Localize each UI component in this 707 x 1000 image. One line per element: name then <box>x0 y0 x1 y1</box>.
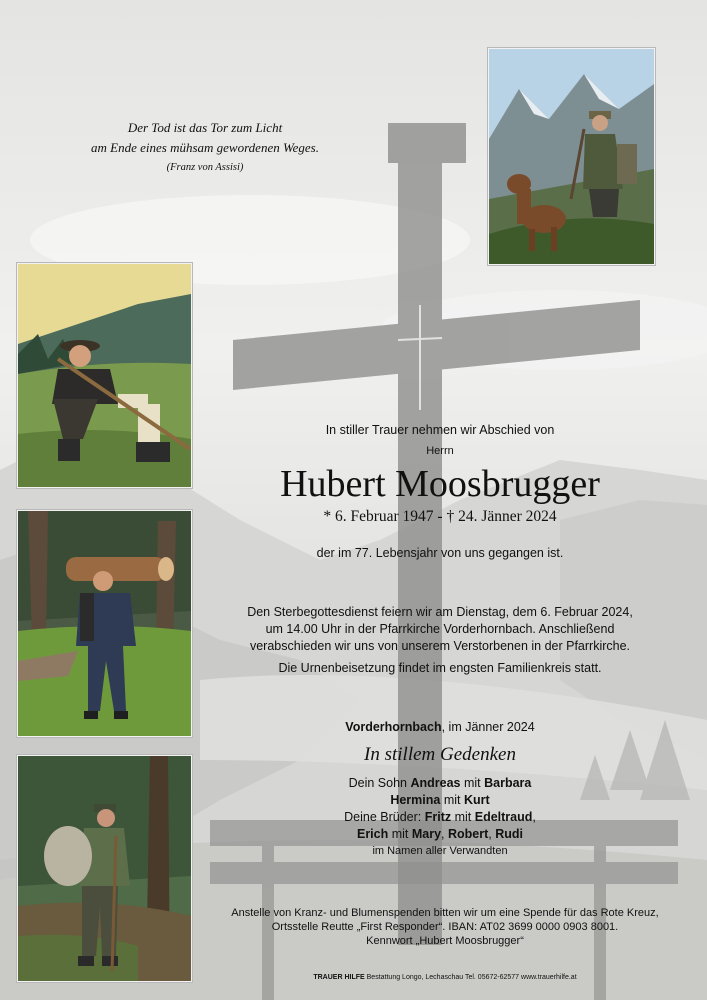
service-line-3: verabschieden wir uns von unserem Verstorbenen in der Pfarrkirche. <box>249 639 631 653</box>
intro-text: In stiller Trauer nehmen wir Abschied von <box>325 423 555 437</box>
family-daughter-partner: Kurt <box>463 793 490 807</box>
family-brother-4: Rudi <box>495 827 524 841</box>
donation-line-2: Ortsstelle Reutte „First Responder“. IBAN: AT02 3699 0000 0903 8001. <box>271 921 619 933</box>
family-brother-1-partner: Edeltraud <box>474 810 533 824</box>
age-line: der im 77. Lebensjahr von uns gegangen ist. <box>316 546 564 560</box>
photo-man-sitting-meadow <box>17 263 192 488</box>
gedenken-heading: In stillem Gedenken <box>364 744 516 765</box>
family-brothers-line-2 <box>225 826 655 843</box>
family-sep-1: , <box>441 827 448 841</box>
family-brother-2-with: mit <box>388 827 412 841</box>
family-daughter-with: mit <box>440 793 464 807</box>
place-name: Vorderhornbach <box>345 720 442 734</box>
family-sep-2: , <box>488 827 496 841</box>
donation-note <box>200 906 690 948</box>
photo-man-carrying-log <box>17 510 192 737</box>
footer-brand: TRAUER HILFE <box>313 974 365 981</box>
quote-line-2: am Ende eines mühsam gewordenen Weges. <box>91 140 319 155</box>
photo-hiker-forest <box>17 755 192 982</box>
family-brothers-prefix: Deine Brüder: <box>344 810 425 824</box>
family-son: Andreas <box>410 776 461 790</box>
quote-line-1: Der Tod ist das Tor zum Licht <box>127 120 283 135</box>
family-brother-2: Erich <box>356 827 389 841</box>
family-son-partner: Barbara <box>484 776 532 790</box>
date-text: , im Jänner 2024 <box>441 720 535 734</box>
footer-details: Bestattung Longo, Lechaschau Tel. 05672-62577 www.trauerhilfe.at <box>364 974 577 981</box>
family-brother-2-partner: Mary <box>411 827 442 841</box>
family-relatives: im Namen aller Verwandten <box>372 845 508 857</box>
service-line-2: um 14.00 Uhr in der Pfarrkirche Vorderhornbach. Anschließend <box>265 622 615 636</box>
place-date <box>225 719 655 736</box>
donation-line-1: Anstelle von Kranz- und Blumenspenden bitten wir um eine Spende für das Rote Kreuz, <box>231 907 659 919</box>
family-son-with: mit <box>460 776 485 790</box>
footer-funeral-home <box>200 974 690 981</box>
family-daughter: Hermina <box>390 793 441 807</box>
family-son-line <box>225 775 655 792</box>
family-brothers-line <box>225 809 655 826</box>
donation-line-3: Kennwort „Hubert Moosbrugger“ <box>366 935 524 947</box>
quote-author: (Franz von Assisi) <box>166 162 244 173</box>
family-brother-1-end: , <box>532 810 536 824</box>
urn-info: Die Urnenbeisetzung findet im engsten Familienkreis statt. <box>278 661 602 675</box>
family-list <box>225 775 655 860</box>
family-son-prefix: Dein Sohn <box>348 776 411 790</box>
family-daughter-line <box>225 792 655 809</box>
family-brother-3: Robert <box>448 827 489 841</box>
life-dates: * 6. Februar 1947 - † 24. Jänner 2024 <box>323 508 557 525</box>
deceased-name: Hubert Moosbrugger <box>280 463 600 505</box>
family-brother-1-with: mit <box>451 810 475 824</box>
service-line-1: Den Sterbegottesdienst feiern wir am Dienstag, dem 6. Februar 2024, <box>247 605 633 619</box>
family-brother-1: Fritz <box>424 810 452 824</box>
photo-man-with-dog <box>488 48 655 265</box>
service-info <box>225 604 655 655</box>
quote-block <box>80 118 330 178</box>
salutation: Herrn <box>426 445 454 457</box>
